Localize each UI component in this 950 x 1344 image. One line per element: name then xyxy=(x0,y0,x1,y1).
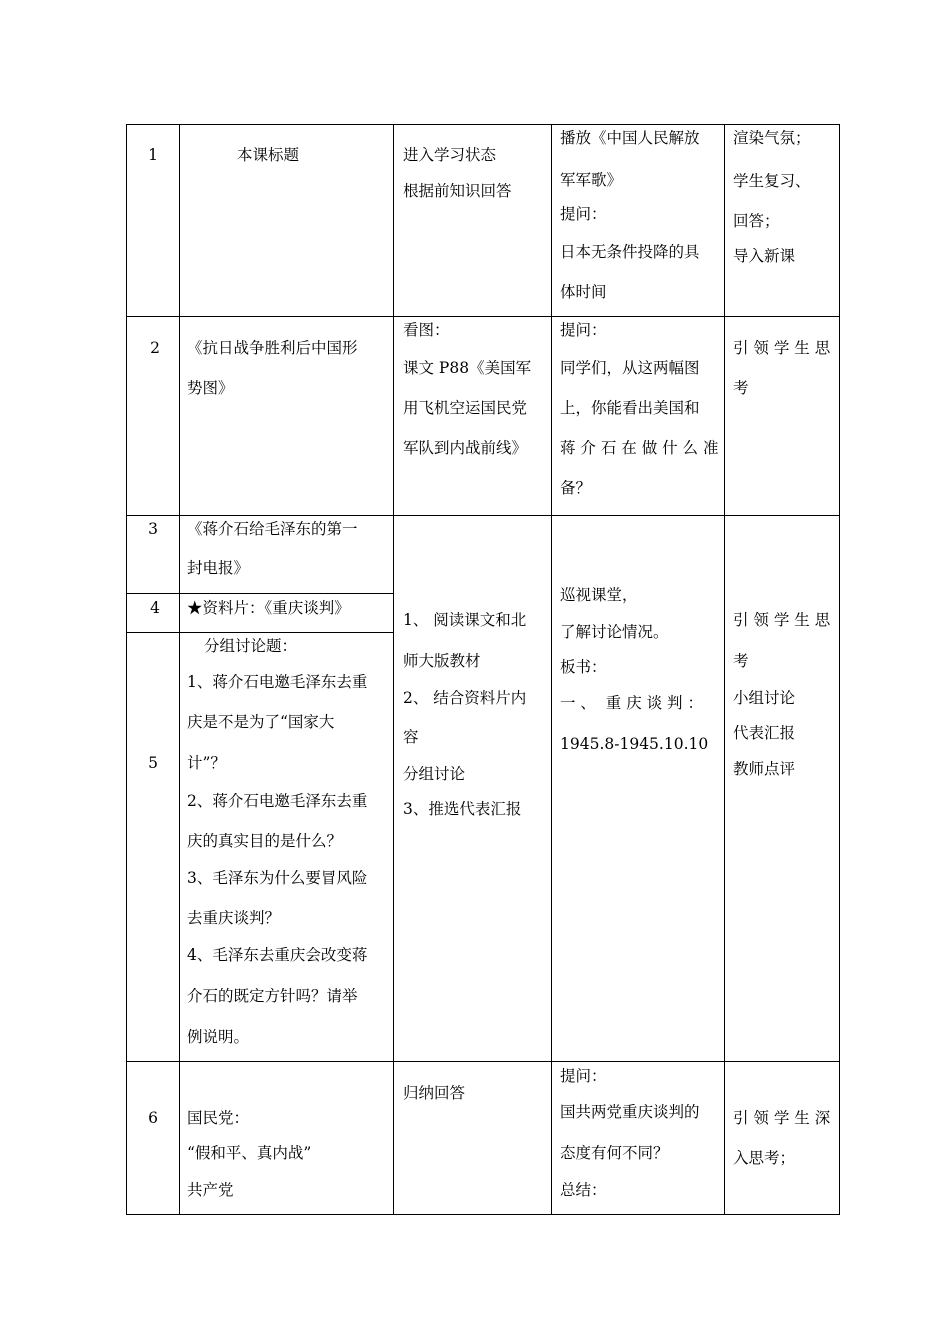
row-divider xyxy=(126,1061,840,1062)
column-divider xyxy=(724,124,725,1215)
design-intent: 引 领 学 生 深 xyxy=(733,1109,831,1127)
teacher-activity: 播放《中国人民解放 xyxy=(560,129,700,147)
design-intent: 代表汇报 xyxy=(733,724,796,742)
student-activity: 根据前知识回答 xyxy=(403,182,512,200)
teaching-content: 1、蒋介石电邀毛泽东去重 xyxy=(187,673,368,691)
design-intent: 入思考； xyxy=(733,1149,796,1167)
step-number: 5 xyxy=(148,754,158,772)
design-intent: 考 xyxy=(733,652,749,670)
design-intent: 学生复习、 xyxy=(733,172,811,190)
teaching-content: 去重庆谈判？ xyxy=(187,909,281,927)
teaching-content: 封电报》 xyxy=(187,559,250,577)
step-number: 2 xyxy=(150,339,160,357)
student-activity: 归纳回答 xyxy=(403,1084,466,1102)
teaching-content: 《蒋介石给毛泽东的第一 xyxy=(187,520,358,538)
table-border-left xyxy=(126,124,127,1215)
teaching-content: 《抗日战争胜利后中国形 xyxy=(187,339,358,357)
teacher-activity: 日本无条件投降的具 xyxy=(560,243,700,261)
table-border-bottom xyxy=(126,1214,840,1215)
teacher-activity: 巡视课堂， xyxy=(560,586,638,604)
step-number: 1 xyxy=(148,146,158,164)
teaching-content: 共产党 xyxy=(187,1181,234,1199)
row-divider xyxy=(126,316,840,317)
teaching-content: 2、蒋介石电邀毛泽东去重 xyxy=(187,792,368,810)
teacher-activity: 同学们，从这两幅图 xyxy=(560,359,700,377)
teacher-activity: 态度有何不同？ xyxy=(560,1144,669,1162)
teaching-content: “假和平、真内战” xyxy=(187,1144,312,1162)
teaching-content: 势图》 xyxy=(187,379,234,397)
teacher-activity: 提问： xyxy=(560,1067,607,1085)
column-divider xyxy=(179,124,180,1215)
teacher-activity: 板书： xyxy=(560,658,607,676)
teacher-activity: 提问： xyxy=(560,321,607,339)
teaching-content: 国民党： xyxy=(187,1109,250,1127)
student-activity: 1、 阅读课文和北 xyxy=(403,611,527,629)
teaching-content: 例说明。 xyxy=(187,1028,250,1046)
column-divider xyxy=(393,124,394,1215)
student-activity: 看图： xyxy=(403,321,450,339)
teaching-content: 庆是不是为了“国家大 xyxy=(187,713,335,731)
student-activity: 进入学习状态 xyxy=(403,146,497,164)
student-activity: 课文 P88《美国军 xyxy=(403,359,532,377)
teaching-content: 本课标题 xyxy=(237,146,300,164)
design-intent: 引 领 学 生 思 xyxy=(733,339,831,357)
design-intent: 渲染气氛； xyxy=(733,129,811,147)
teaching-content: 分组讨论题： xyxy=(204,637,298,655)
student-activity: 军队到内战前线》 xyxy=(403,439,528,457)
teaching-content: 4、毛泽东去重庆会改变蒋 xyxy=(187,946,368,964)
step-number: 6 xyxy=(148,1109,158,1127)
student-activity: 容 xyxy=(403,728,419,746)
teacher-activity: 国共两党重庆谈判的 xyxy=(560,1103,700,1121)
column-divider xyxy=(551,124,552,1215)
student-activity: 用飞机空运国民党 xyxy=(403,399,528,417)
teacher-activity: 总结： xyxy=(560,1181,607,1199)
step-number: 3 xyxy=(148,520,158,538)
teacher-activity: 体时间 xyxy=(560,283,607,301)
teacher-activity: 1945.8-1945.10.10 xyxy=(560,735,709,753)
teaching-content: 计”？ xyxy=(187,754,226,772)
teacher-activity: 蒋 介 石 在 做 什 么 准 xyxy=(560,439,719,457)
teacher-activity: 提问： xyxy=(560,205,607,223)
step-number: 4 xyxy=(150,599,160,617)
design-intent: 导入新课 xyxy=(733,247,796,265)
teacher-activity: 一 、 重 庆 谈 判 ： xyxy=(560,694,703,712)
teaching-content: ★资料片：《重庆谈判》 xyxy=(187,599,350,617)
teaching-content: 介石的既定方针吗？请举 xyxy=(187,987,358,1005)
design-intent: 引 领 学 生 思 xyxy=(733,611,831,629)
design-intent: 小组讨论 xyxy=(733,689,796,707)
student-activity: 分组讨论 xyxy=(403,765,466,783)
teacher-activity: 上，你能看出美国和 xyxy=(560,399,700,417)
student-activity: 师大版教材 xyxy=(403,652,481,670)
student-activity: 3、推选代表汇报 xyxy=(403,800,522,818)
teaching-content: 庆的真实目的是什么？ xyxy=(187,832,343,850)
design-intent: 教师点评 xyxy=(733,760,796,778)
student-activity: 2、 结合资料片内 xyxy=(403,689,527,707)
teaching-content: 3、毛泽东为什么要冒风险 xyxy=(187,869,368,887)
teacher-activity: 军军歌》 xyxy=(560,171,623,189)
table-border-right xyxy=(839,124,840,1215)
design-intent: 考 xyxy=(733,379,749,397)
design-intent: 回答； xyxy=(733,212,780,230)
teacher-activity: 了解讨论情况。 xyxy=(560,623,669,641)
teacher-activity: 备？ xyxy=(560,479,592,497)
